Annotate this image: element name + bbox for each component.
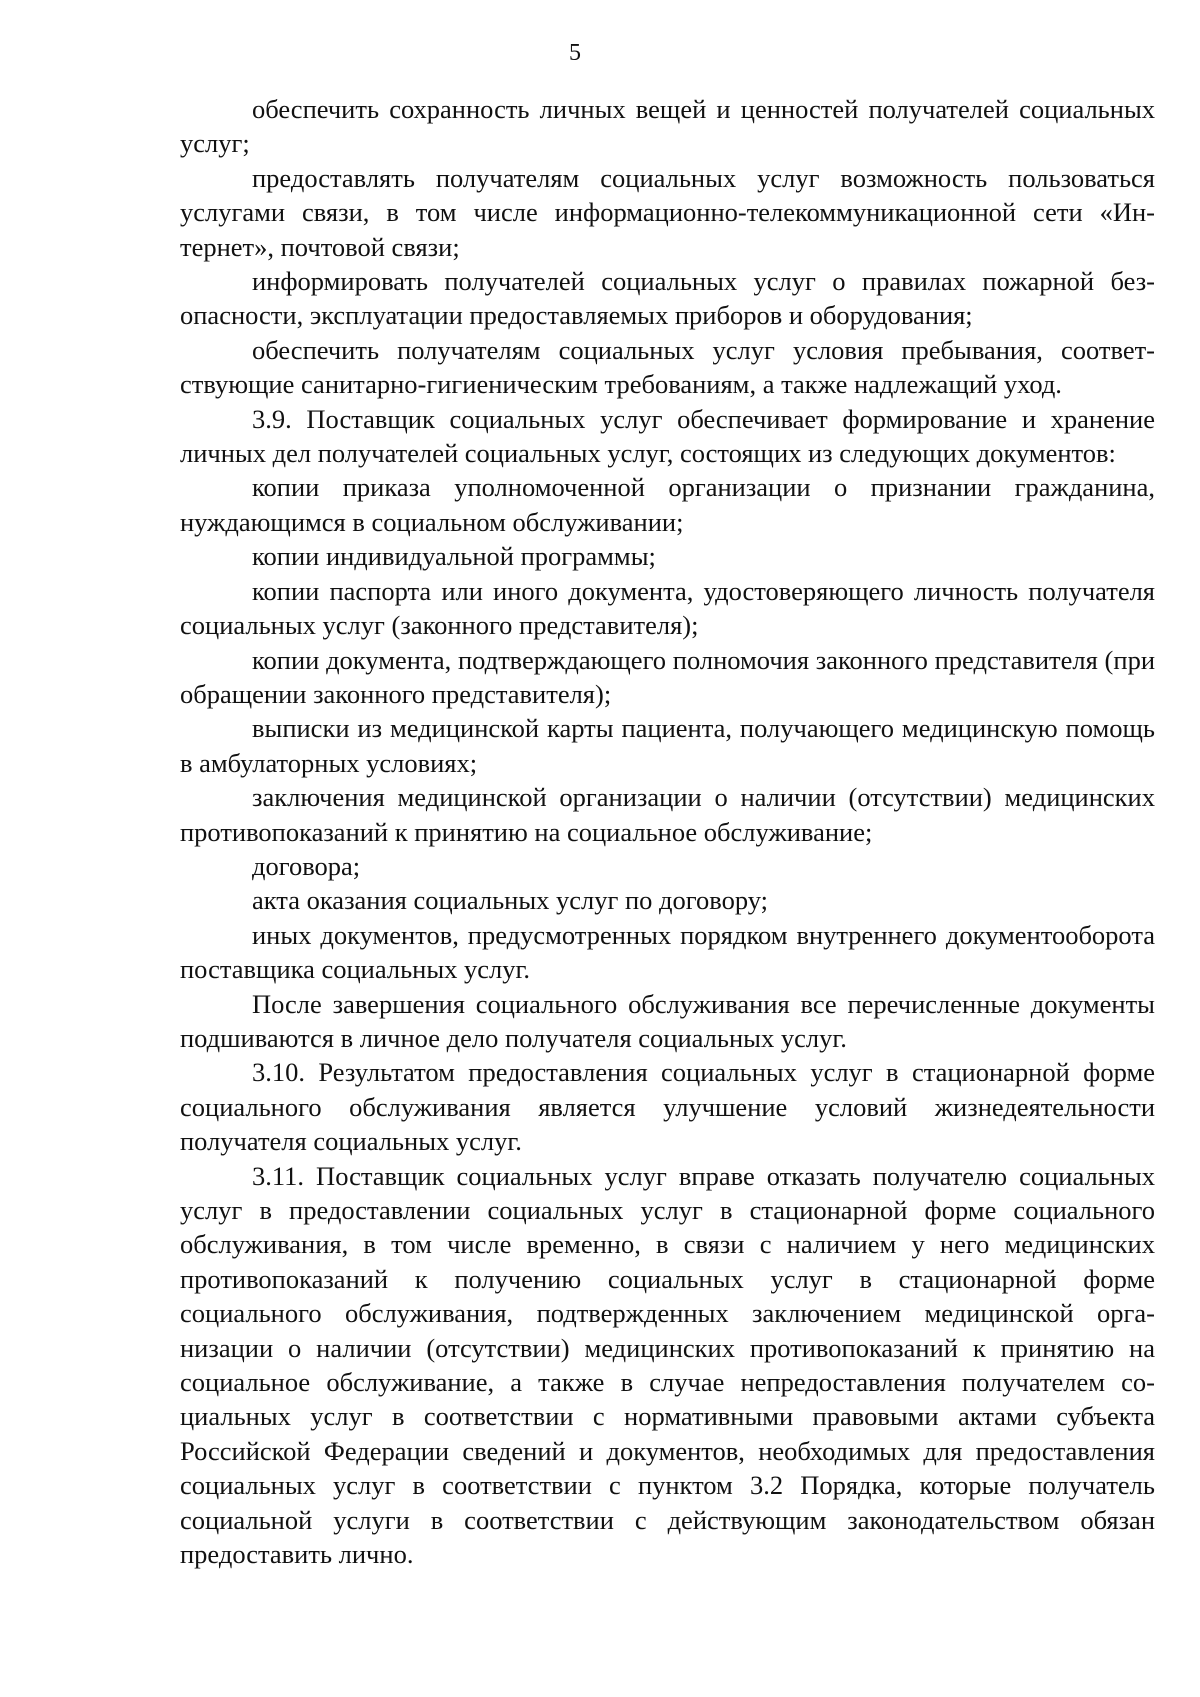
paragraph-section-3-10: 3.10. Результатом предоставления социальных услуг в стационарной форме социального обслуживания является улучшение условий жизнедеятельности получателя социальных услуг. — [180, 1057, 1155, 1157]
list-item: копии приказа уполномоченной организации о признании гражданина, нуждающимся в социальном обслуживании; — [180, 472, 1155, 537]
paragraph: обеспечить получателям социальных услуг условия пребывания, соответствующие санитарно-гигиеническим требованиям, а также надлежащий уход. — [180, 334, 1155, 400]
paragraph-section-3-11: 3.11. Поставщик социальных услуг вправе отказать получателю социальных услуг в предоставлении социальных услуг в стационарной форме социального обслуживания, в том числе временно, в связи с наличием у него медицинских противопоказаний к получению социальных услуг в стационарной форме социального обслуживания, подтвержденных заключением медицинской организации о наличии (отсутствии) медицинских противопоказаний к принятию на социальное обслуживание, а также в случае непредоставления получателем социальных услуг в соответствии с нормативными правовыми актами субъекта Российской Федерации сведений и документов, необходимых для предоставления социальных услуг в соответствии с пунктом 3.2 Порядка, которые получатель социальной услуги в соответствии с действующим законодательством обязан предоставить лично. — [180, 1160, 1155, 1570]
list-item: акта оказания социальных услуг по договору; — [252, 885, 768, 916]
paragraph: информировать получателей социальных услуг о правилах пожарной безопасности, эксплуатации предоставляемых приборов и оборудования; — [180, 266, 1155, 331]
list-item: договора; — [252, 850, 361, 881]
paragraph: После завершения социального обслуживания все перечисленные документы подшиваются в личное дело получателя социальных услуг. — [180, 988, 1155, 1053]
paragraph-section-3-9: 3.9. Поставщик социальных услуг обеспечивает формирование и хранение личных дел получателей социальных услуг, состоящих из следующих документов: — [180, 403, 1155, 469]
list-item: иных документов, предусмотренных порядком внутреннего документооборота поставщика социальных услуг. — [180, 919, 1155, 985]
paragraph: обеспечить сохранность личных вещей и ценностей получателей социальных услуг; — [180, 94, 1155, 159]
list-item: выписки из медицинской карты пациента, получающего медицинскую помощь в амбулаторных условиях; — [180, 713, 1155, 778]
list-item: копии паспорта или иного документа, удостоверяющего личность получателя социальных услуг (законного представителя); — [180, 575, 1155, 641]
page-number: 5 — [569, 40, 581, 66]
document-body — [180, 92, 1155, 1571]
paragraph: предоставлять получателям социальных услуг возможность пользоваться услугами связи, в том числе информационно-телекоммуникационной сети «Интернет», почтовой связи; — [180, 162, 1155, 262]
list-item: копии индивидуальной программы; — [252, 541, 656, 572]
list-item: заключения медицинской организации о наличии (отсутствии) медицинских противопоказаний к принятию на социальное обслуживание; — [180, 782, 1155, 847]
list-item: копии документа, подтверждающего полномочия законного представителя (при обращении законного представителя); — [180, 644, 1155, 709]
